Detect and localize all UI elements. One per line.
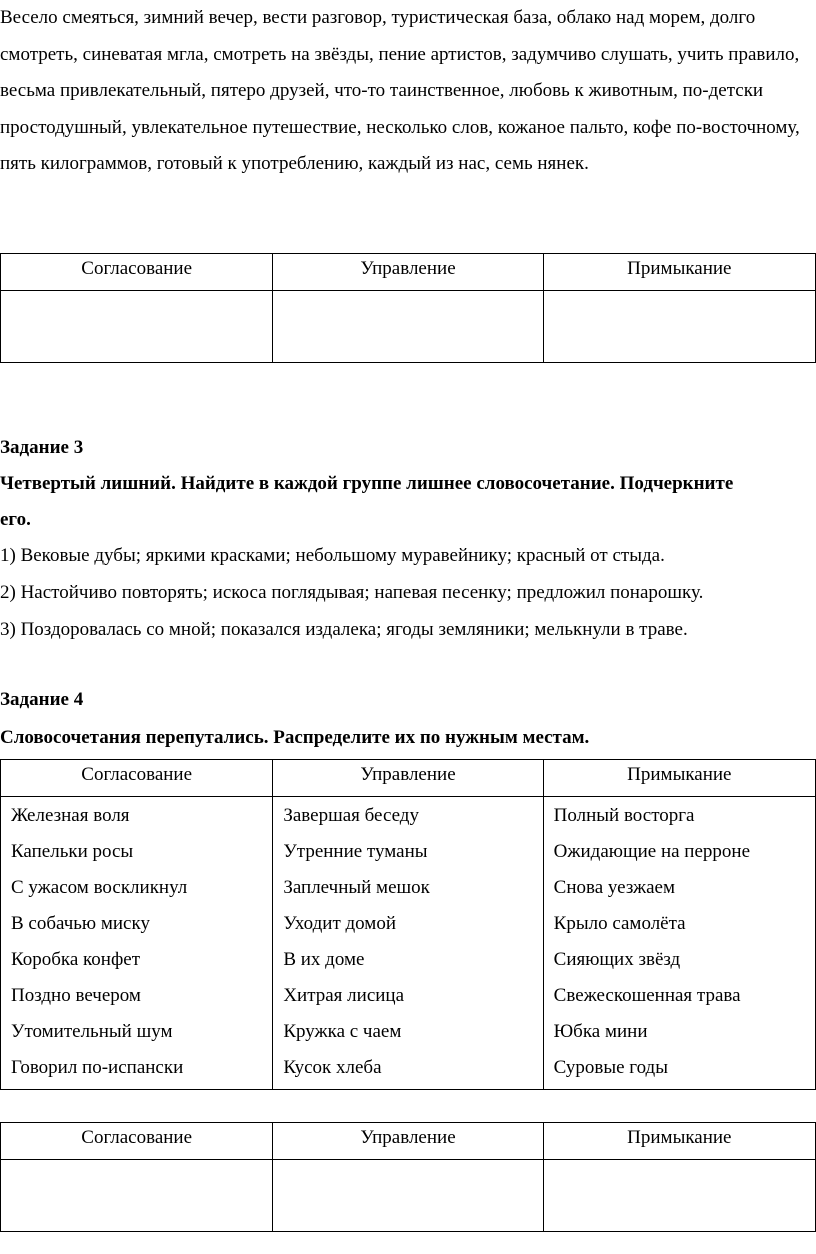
list-item: Капельки росы — [11, 841, 134, 862]
list-item: Утомительный шум — [11, 1021, 173, 1042]
intro-paragraph: Весело смеяться, зимний вечер, вести разговор, туристическая база, облако над морем, долго смотреть, синеватая мгла, смотреть на звёзды, пение артистов, задумчиво слушать, учить правило, весьма привлекательный, пятеро друзей, что-то таинственное, любовь к животным, по-детски простодушный, увлекательное путешествие, несколько слов, кожаное пальто, кофе по-восточному, пять килограммов, готовый к употреблению, каждый из нас, семь нянек. — [0, 7, 800, 174]
list-item: С ужасом воскликнул — [11, 877, 188, 898]
list-item: Ожидающие на перроне — [553, 841, 751, 862]
list-item: Железная воля — [11, 805, 130, 826]
header-primykanie: Примыкание — [543, 1123, 815, 1160]
list-item: Уходит домой — [283, 913, 396, 934]
list-item: Крыло самолёта — [553, 913, 686, 934]
list-item: Полный восторга — [553, 805, 695, 826]
task3-item-2: 2) Настойчиво повторять; искоса поглядывая; напевая песенку; предложил понарошку. — [0, 582, 704, 603]
answer-cell[interactable] — [1, 291, 273, 363]
header-upravlenie: Управление — [273, 254, 543, 291]
task3-item-3: 3) Поздоровалась со мной; показался издалека; ягоды земляники; мелькнули в траве. — [0, 619, 688, 640]
list-item: В их доме — [283, 949, 365, 970]
header-primykanie: Примыкание — [543, 760, 815, 797]
header-soglasovanie: Согласование — [1, 760, 273, 797]
list-item: В собачью миску — [11, 913, 150, 934]
answer-table-2 — [0, 1122, 816, 1232]
answer-table-1 — [0, 253, 816, 363]
list-item: Юбка мини — [553, 1021, 648, 1042]
answer-cell[interactable] — [273, 1160, 543, 1232]
list-item: Кусок хлеба — [283, 1057, 382, 1078]
list-item: Сияющих звёзд — [553, 949, 681, 970]
answer-cell[interactable] — [1, 1160, 273, 1232]
answer-cell[interactable] — [543, 291, 815, 363]
answer-cell[interactable] — [543, 1160, 815, 1232]
phrases-table — [0, 759, 816, 1090]
list-item: Кружка с чаем — [283, 1021, 402, 1042]
list-item: Заплечный мешок — [283, 877, 430, 898]
list-item: Снова уезжаем — [553, 877, 675, 898]
list-item: Коробка конфет — [11, 949, 141, 970]
header-soglasovanie: Согласование — [1, 254, 273, 291]
task4-instruction: Словосочетания перепутались. Распределите их по нужным местам. — [0, 727, 590, 748]
column-3-phrases — [543, 797, 815, 1090]
list-item: Говорил по-испански — [11, 1057, 184, 1078]
task3-title: Задание 3 — [0, 437, 84, 458]
header-upravlenie: Управление — [273, 1123, 543, 1160]
task4-title: Задание 4 — [0, 689, 84, 710]
list-item: Завершая беседу — [283, 805, 419, 826]
list-item: Свежескошенная трава — [553, 985, 741, 1006]
list-item: Поздно вечером — [11, 985, 141, 1006]
column-2-phrases — [273, 797, 543, 1090]
header-upravlenie: Управление — [273, 760, 543, 797]
task3-instruction: Четвертый лишний. Найдите в каждой группе лишнее словосочетание. Подчеркните — [0, 473, 734, 494]
header-soglasovanie: Согласование — [1, 1123, 273, 1160]
list-item: Утренние туманы — [283, 841, 428, 862]
task3-item-1: 1) Вековые дубы; яркими красками; небольшому муравейнику; красный от стыда. — [0, 545, 665, 566]
list-item: Хитрая лисица — [283, 985, 405, 1006]
task3-instruction-cont: его. — [0, 509, 31, 530]
column-1-phrases — [1, 797, 273, 1090]
answer-cell[interactable] — [273, 291, 543, 363]
header-primykanie: Примыкание — [543, 254, 815, 291]
list-item: Суровые годы — [553, 1057, 668, 1078]
